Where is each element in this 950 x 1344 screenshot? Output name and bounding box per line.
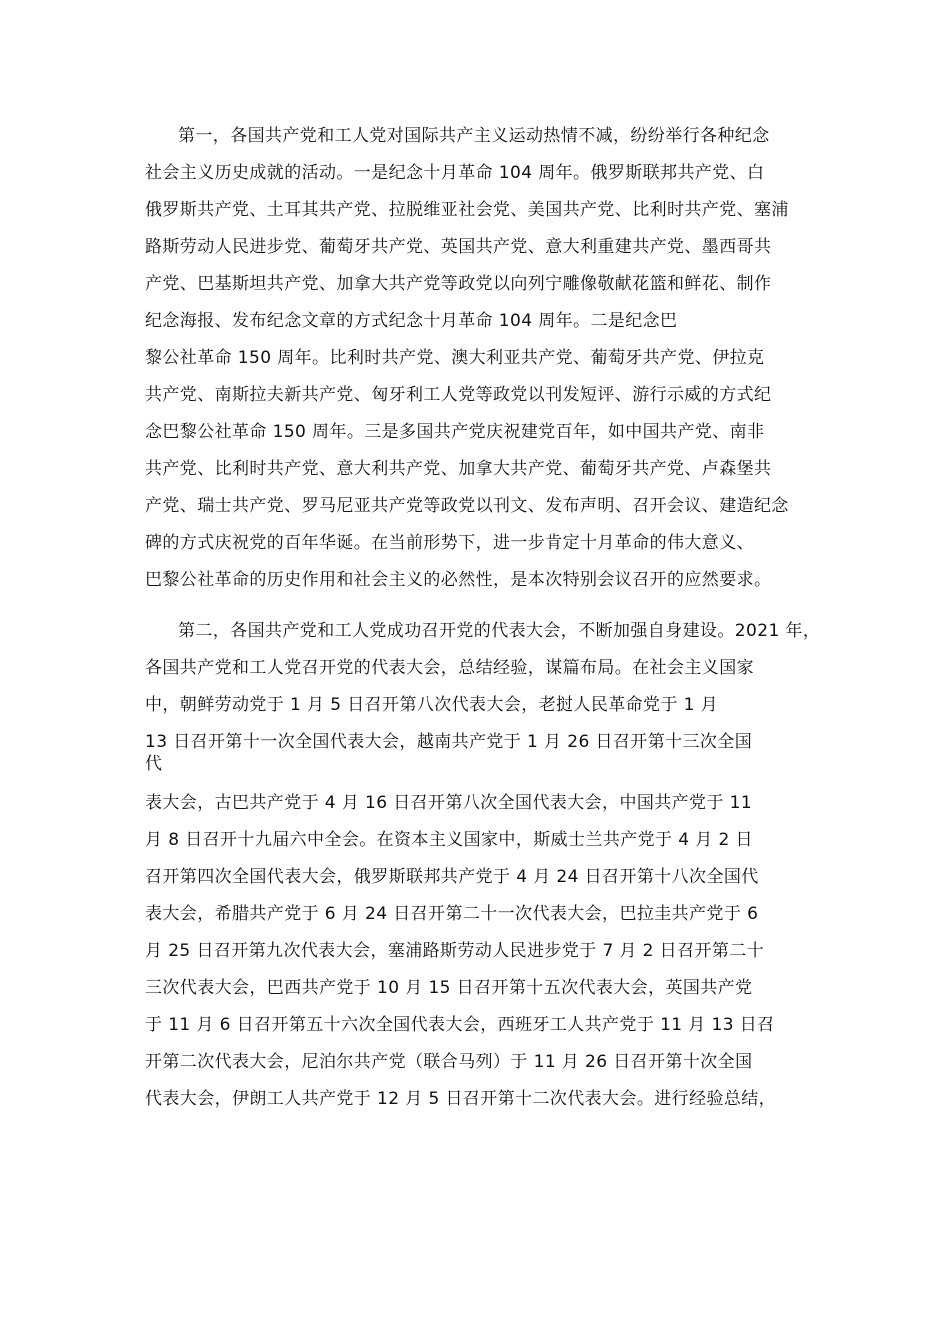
paragraph-line: 代 bbox=[145, 754, 163, 774]
paragraph-line: 表大会，希腊共产党于 6 月 24 日召开第二十一次代表大会，巴拉圭共产党于 6 bbox=[145, 904, 759, 924]
paragraph-line: 共产党、南斯拉夫新共产党、匈牙利工人党等政党以刊发短评、游行示威的方式纪 bbox=[145, 385, 772, 405]
paragraph-line: 产党、瑞士共产党、罗马尼亚共产党等政党以刊文、发布声明、召开会议、建造纪念 bbox=[145, 496, 789, 516]
paragraph-line: 社会主义历史成就的活动。一是纪念十月革命 104 周年。俄罗斯联邦共产党、白 bbox=[145, 163, 765, 183]
paragraph-line: 巴黎公社革命的历史作用和社会主义的必然性，是本次特别会议召开的应然要求。 bbox=[145, 570, 772, 590]
paragraph-line: 月 25 日召开第九次代表大会，塞浦路斯劳动人民进步党于 7 月 2 日召开第二十 bbox=[145, 941, 765, 961]
paragraph-line: 三次代表大会，巴西共产党于 10 月 15 日召开第十五次代表大会，英国共产党 bbox=[145, 978, 753, 998]
paragraph-line: 第一，各国共产党和工人党对国际共产主义运动热情不减，纷纷举行各种纪念 bbox=[178, 126, 770, 146]
paragraph-line: 召开第四次全国代表大会，俄罗斯联邦共产党于 4 月 24 日召开第十八次全国代 bbox=[145, 867, 759, 887]
paragraph-line: 13 日召开第十一次全国代表大会，越南共产党于 1 月 26 日召开第十三次全国 bbox=[145, 732, 753, 752]
paragraph-line: 共产党、比利时共产党、意大利共产党、加拿大共产党、葡萄牙共产党、卢森堡共 bbox=[145, 459, 772, 479]
paragraph-line: 第二，各国共产党和工人党成功召开党的代表大会，不断加强自身建设。2021 年， bbox=[178, 621, 821, 641]
paragraph-line: 中，朝鲜劳动党于 1 月 5 日召开第八次代表大会，老挝人民革命党于 1 月 bbox=[145, 695, 719, 715]
paragraph-line: 表大会，古巴共产党于 4 月 16 日召开第八次全国代表大会，中国共产党于 11 bbox=[145, 793, 753, 813]
paragraph-line: 纪念海报、发布纪念文章的方式纪念十月革命 104 周年。二是纪念巴 bbox=[145, 311, 678, 331]
paragraph-line: 开第二次代表大会，尼泊尔共产党（联合马列）于 11 月 26 日召开第十次全国 bbox=[145, 1052, 753, 1072]
paragraph-line: 各国共产党和工人党召开党的代表大会，总结经验，谋篇布局。在社会主义国家 bbox=[145, 658, 754, 678]
paragraph-line: 代表大会，伊朗工人共产党于 12 月 5 日召开第十二次代表大会。进行经验总结， bbox=[145, 1089, 777, 1109]
paragraph-line: 俄罗斯共产党、土耳其共产党、拉脱维亚社会党、美国共产党、比利时共产党、塞浦 bbox=[145, 200, 789, 220]
paragraph-line: 念巴黎公社革命 150 周年。三是多国共产党庆祝建党百年，如中国共产党、南非 bbox=[145, 422, 765, 442]
paragraph-line: 于 11 月 6 日召开第五十六次全国代表大会，西班牙工人共产党于 11 月 13 日召 bbox=[145, 1015, 775, 1035]
paragraph-line: 黎公社革命 150 周年。比利时共产党、澳大利亚共产党、葡萄牙共产党、伊拉克 bbox=[145, 348, 765, 368]
paragraph-line: 碑的方式庆祝党的百年华诞。在当前形势下，进一步肯定十月革命的伟大意义、 bbox=[145, 533, 754, 553]
paragraph-line: 路斯劳动人民进步党、葡萄牙共产党、英国共产党、意大利重建共产党、墨西哥共 bbox=[145, 237, 772, 257]
paragraph-line: 产党、巴基斯坦共产党、加拿大共产党等政党以向列宁雕像敬献花篮和鲜花、制作 bbox=[145, 274, 772, 294]
paragraph-line: 月 8 日召开十九届六中全会。在资本主义国家中，斯威士兰共产党于 4 月 2 日 bbox=[145, 830, 753, 850]
